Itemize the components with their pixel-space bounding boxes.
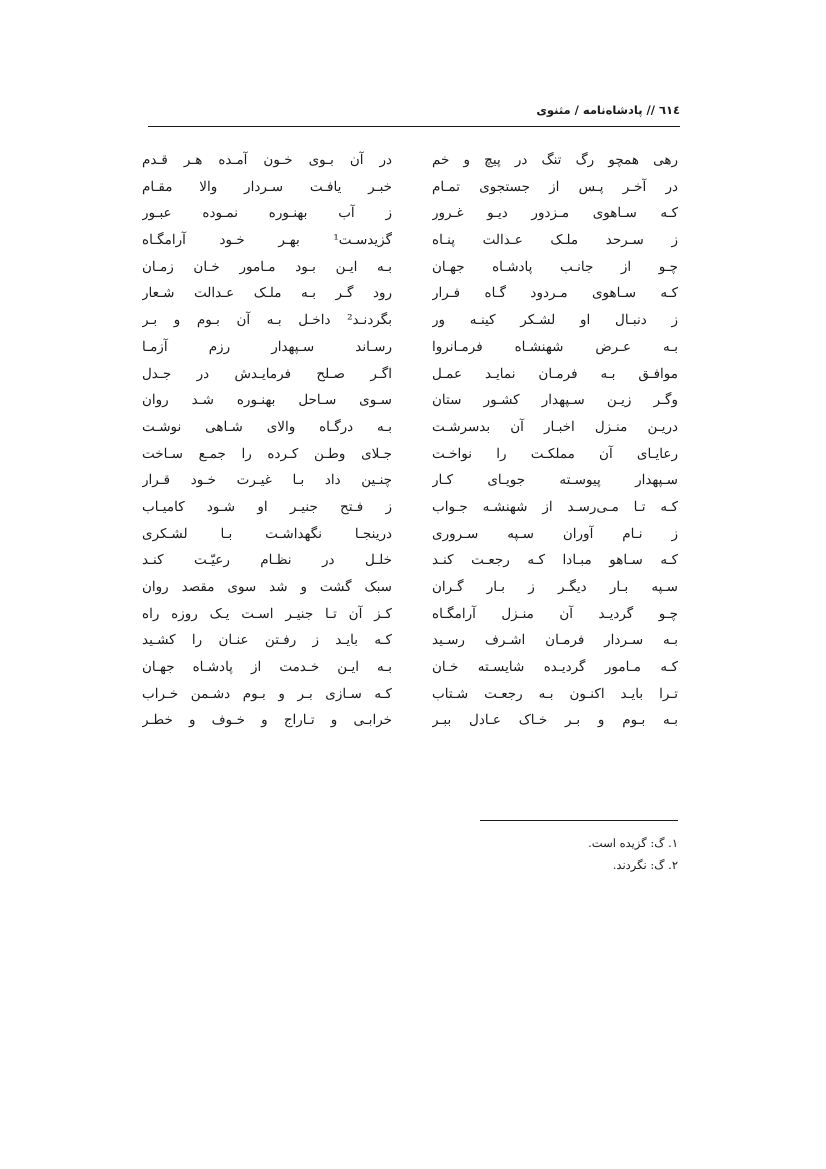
hemistich: کـه سـازی بـر و بـوم دشـمن خـراب <box>142 685 392 702</box>
footnote-rule <box>480 820 678 821</box>
hemistich: گزیدسـت¹ بهـر خـود آرامگـاه <box>142 232 392 249</box>
hemistich: بـه عـرض شهنشـاه فرمـانروا <box>432 338 678 355</box>
hemistich: تـرا بایـد اکنـون بـه رجعـت شـتاب <box>432 685 678 702</box>
footnotes <box>378 832 678 876</box>
hemistich: بگردنـد² داخـل بـه آن بـوم و بـر <box>142 312 392 329</box>
hemistich: رسـاند سـپهدار رزم آزمـا <box>142 338 392 355</box>
hemistich: درینجـا نگهداشـت بـا لشـکری <box>142 525 392 542</box>
hemistich: ز آب بهنـوره نمـوده عبـور <box>142 205 392 222</box>
hemistich: خلـل در نظـام رعیّـت کنـد <box>142 552 392 569</box>
hemistich: ز فـتح جنیـر او شـود کامیـاب <box>142 498 392 515</box>
hemistich: بـه درگـاه والای شـاهی نوشـت <box>142 418 392 435</box>
running-header: ٦١٤ // پادشاه‌نامه / مثنوی <box>536 103 680 117</box>
hemistich: موافـق بـه فرمـان نمایـد عمـل <box>432 365 678 382</box>
hemistich: چـو گردیـد آن منـزل آرامگـاه <box>432 605 678 622</box>
hemistich: در آن بـوی خـون آمـده هـر قـدم <box>142 152 392 168</box>
hemistich: سبک گشت و شد سوی مقصد روان <box>142 579 392 595</box>
footnote-1: ۱. گ: گزیده است. <box>588 836 678 850</box>
hemistich: کـه سـاهوی مـردود گـاه فـرار <box>432 285 678 302</box>
hemistich: خبـر یافـت سـردار والا مقـام <box>142 178 392 195</box>
hemistich: بـه ایـن خـدمت از پادشـاه جهـان <box>142 659 392 676</box>
hemistich: کـه بایـد ز رفـتن عنـان را کشـید <box>142 632 392 649</box>
hemistich: در آخـر پـس از جستجوی تمـام <box>432 178 678 195</box>
hemistich: سـپهدار پیوسـته جویـای کـار <box>432 472 678 489</box>
hemistich: کـه تـا مـی‌رسـد از شهنشـه جـواب <box>432 498 678 515</box>
hemistich: بـه بـوم و بـر خـاک عـادل ببـر <box>432 712 678 729</box>
hemistich: بـه ایـن بـود مـامور خـان زمـان <box>142 258 392 275</box>
footnote-2: ۲. گ: نگردند. <box>612 858 678 872</box>
hemistich: رعایـای آن مملکـت را نواخـت <box>432 445 678 462</box>
hemistich: رود گـر بـه ملـک عـدالت شـعار <box>142 285 392 302</box>
hemistich: ز نـام آوران سـپه سـروری <box>432 525 678 542</box>
hemistich: کـه مـامور گردیـده شایسـته خـان <box>432 659 678 676</box>
hemistich: ز سـرحد ملـک عـدالت پنـاه <box>432 232 678 249</box>
hemistich: کـز آن تـا جنیـر اسـت یـک روزه راه <box>142 605 392 622</box>
hemistich: خرابـی و تـاراج و خـوف و خطـر <box>142 712 392 729</box>
hemistich: چـو از جانـب پادشـاه جهـان <box>432 258 678 275</box>
hemistich: بـه سـردار فرمـان اشـرف رسـید <box>432 632 678 649</box>
hemistich: سـوی سـاحل بهنـوره شـد روان <box>142 392 392 409</box>
hemistich: وگـر زیـن سـپهدار کشـور ستان <box>432 392 678 409</box>
verse-column-right <box>432 142 678 782</box>
hemistich: سـپه بـار دیگـر ز بـار گـران <box>432 579 678 595</box>
hemistich: دریـن منـزل اخبـار آن بدسرشـت <box>432 418 678 435</box>
hemistich: رهی همچو رگ تنگ در پیچ و خم <box>432 152 678 168</box>
header-rule <box>148 126 680 127</box>
hemistich: اگـر صـلح فرمایـدش در جـدل <box>142 365 392 382</box>
hemistich: چنـین داد بـا غیـرت خـود قـرار <box>142 472 392 489</box>
hemistich: کـه سـاهو مبـادا کـه رجعـت کنـد <box>432 552 678 569</box>
hemistich: جـلای وطـن کـرده را جمـع سـاخت <box>142 445 392 462</box>
hemistich: ز دنبـال او لشـکر کینـه ور <box>432 312 678 329</box>
verse-column-left <box>142 142 392 782</box>
hemistich: کـه سـاهوی مـزدور دیـو غـرور <box>432 205 678 222</box>
